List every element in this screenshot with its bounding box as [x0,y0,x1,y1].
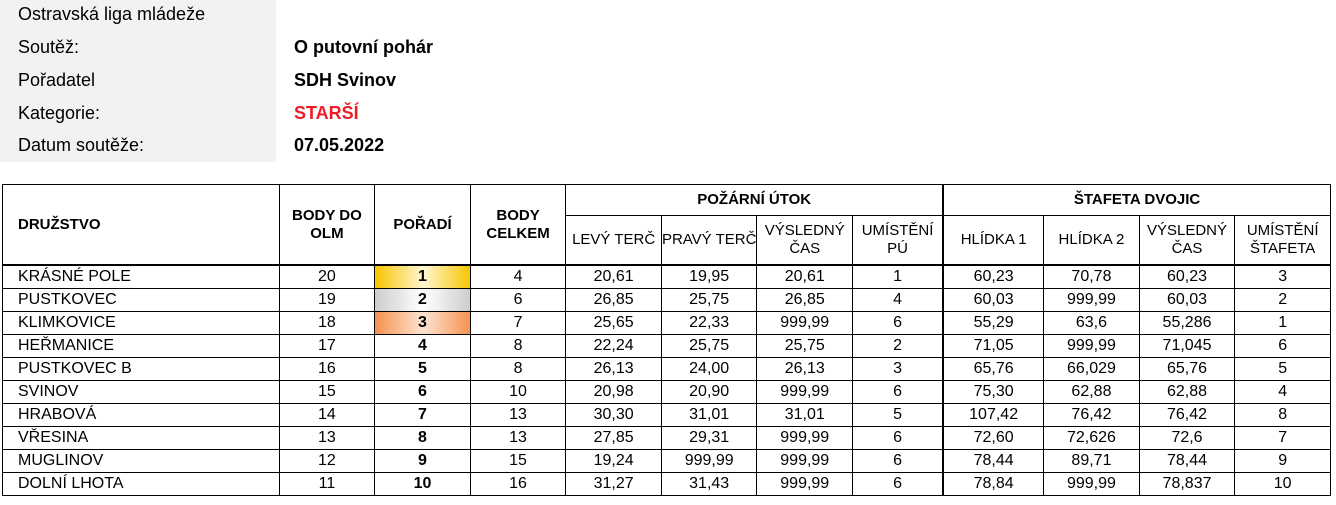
team-cell: PUSTKOVEC [3,289,280,312]
fa-result-time-cell: 999,99 [757,427,853,450]
rank-cell: 6 [375,381,471,404]
table-row [3,358,1331,381]
table-row [3,404,1331,427]
total-points-cell: 4 [470,265,566,289]
date-value: 07.05.2022 [294,135,385,155]
team-cell: PUSTKOVEC B [3,358,280,381]
relay-place-cell: 7 [1235,427,1331,450]
fa-place-cell: 6 [853,427,944,450]
header-right-target: PRAVÝ TERČ [661,216,757,266]
team-cell: VŘESINA [3,427,280,450]
watch-2-cell: 72,626 [1044,427,1140,450]
header-watch-1: HLÍDKA 1 [943,216,1044,266]
relay-place-cell: 10 [1235,473,1331,496]
relay-result-time-cell: 71,045 [1139,335,1235,358]
fa-place-cell: 6 [853,473,944,496]
right-target-cell: 31,43 [661,473,757,496]
olm-points-cell: 15 [279,381,375,404]
right-target-cell: 29,31 [661,427,757,450]
fa-result-time-cell: 26,13 [757,358,853,381]
right-target-cell: 25,75 [661,289,757,312]
watch-1-cell: 107,42 [943,404,1044,427]
league-title-row [0,0,700,30]
fa-place-cell: 6 [853,381,944,404]
total-points-cell: 16 [470,473,566,496]
header-rank: POŘADÍ [375,185,471,266]
rank-cell: 1 [375,265,471,289]
rank-cell: 5 [375,358,471,381]
header-team: DRUŽSTVO [3,185,280,266]
rank-cell: 8 [375,427,471,450]
relay-result-time-cell: 65,76 [1139,358,1235,381]
watch-1-cell: 55,29 [943,312,1044,335]
total-points-cell: 7 [470,312,566,335]
team-cell: SVINOV [3,381,280,404]
header-total-points: BODY CELKEM [470,185,566,266]
right-target-cell: 999,99 [661,450,757,473]
left-target-cell: 20,98 [566,381,662,404]
relay-result-time-cell: 60,23 [1139,265,1235,289]
rank-cell: 4 [375,335,471,358]
watch-1-cell: 65,76 [943,358,1044,381]
fa-place-cell: 1 [853,265,944,289]
watch-1-cell: 71,05 [943,335,1044,358]
team-cell: KRÁSNÉ POLE [3,265,280,289]
fa-place-cell: 2 [853,335,944,358]
left-target-cell: 22,24 [566,335,662,358]
fa-result-time-cell: 999,99 [757,450,853,473]
header-fire-attack: POŽÁRNÍ ÚTOK [566,185,943,216]
header-relay-result-time: VÝSLEDNÝ ČAS [1139,216,1235,266]
watch-2-cell: 76,42 [1044,404,1140,427]
relay-result-time-cell: 78,837 [1139,473,1235,496]
watch-2-cell: 999,99 [1044,473,1140,496]
fa-result-time-cell: 26,85 [757,289,853,312]
relay-place-cell: 1 [1235,312,1331,335]
watch-1-cell: 72,60 [943,427,1044,450]
category-value: STARŠÍ [294,103,359,123]
relay-place-cell: 8 [1235,404,1331,427]
fa-place-cell: 5 [853,404,944,427]
total-points-cell: 13 [470,427,566,450]
relay-place-cell: 5 [1235,358,1331,381]
fa-result-time-cell: 25,75 [757,335,853,358]
results-table [2,184,1331,496]
fa-place-cell: 3 [853,358,944,381]
olm-points-cell: 11 [279,473,375,496]
relay-result-time-cell: 60,03 [1139,289,1235,312]
team-cell: HEŘMANICE [3,335,280,358]
header-left-target: LEVÝ TERČ [566,216,662,266]
total-points-cell: 8 [470,358,566,381]
table-row [3,335,1331,358]
table-row [3,427,1331,450]
rank-cell: 9 [375,450,471,473]
results-body [3,265,1331,496]
left-target-cell: 30,30 [566,404,662,427]
table-row [3,450,1331,473]
header-row-groups [3,185,1331,216]
header-relay: ŠTAFETA DVOJIC [943,185,1330,216]
team-cell: DOLNÍ LHOTA [3,473,280,496]
date-label: Datum soutěže: [18,135,145,155]
left-target-cell: 25,65 [566,312,662,335]
relay-place-cell: 6 [1235,335,1331,358]
relay-result-time-cell: 78,44 [1139,450,1235,473]
rank-cell: 2 [375,289,471,312]
category-label: Kategorie: [18,103,101,123]
total-points-cell: 13 [470,404,566,427]
watch-2-cell: 62,88 [1044,381,1140,404]
competition-value: O putovní pohár [294,37,433,57]
fa-place-cell: 4 [853,289,944,312]
watch-2-cell: 66,029 [1044,358,1140,381]
table-row [3,289,1331,312]
olm-points-cell: 19 [279,289,375,312]
team-cell: KLIMKOVICE [3,312,280,335]
total-points-cell: 8 [470,335,566,358]
watch-2-cell: 999,99 [1044,335,1140,358]
team-cell: HRABOVÁ [3,404,280,427]
team-cell: MUGLINOV [3,450,280,473]
left-target-cell: 26,85 [566,289,662,312]
rank-cell: 10 [375,473,471,496]
table-row [3,473,1331,496]
watch-1-cell: 60,23 [943,265,1044,289]
table-row [3,265,1331,289]
league-title: Ostravská liga mládeže [18,4,206,24]
info-row-competition [0,31,700,63]
fa-result-time-cell: 999,99 [757,473,853,496]
relay-result-time-cell: 72,6 [1139,427,1235,450]
watch-2-cell: 70,78 [1044,265,1140,289]
watch-2-cell: 999,99 [1044,289,1140,312]
relay-place-cell: 4 [1235,381,1331,404]
left-target-cell: 27,85 [566,427,662,450]
relay-place-cell: 2 [1235,289,1331,312]
relay-result-time-cell: 76,42 [1139,404,1235,427]
right-target-cell: 22,33 [661,312,757,335]
olm-points-cell: 16 [279,358,375,381]
olm-points-cell: 12 [279,450,375,473]
relay-result-time-cell: 55,286 [1139,312,1235,335]
fa-result-time-cell: 31,01 [757,404,853,427]
info-row-date [0,129,700,161]
watch-1-cell: 75,30 [943,381,1044,404]
olm-points-cell: 18 [279,312,375,335]
table-row [3,381,1331,404]
rank-cell: 3 [375,312,471,335]
header-relay-place: UMÍSTĚNÍ ŠTAFETA [1235,216,1331,266]
relay-place-cell: 3 [1235,265,1331,289]
total-points-cell: 15 [470,450,566,473]
watch-2-cell: 63,6 [1044,312,1140,335]
watch-1-cell: 78,44 [943,450,1044,473]
info-row-category [0,97,700,129]
right-target-cell: 19,95 [661,265,757,289]
info-row-organizer [0,64,700,96]
left-target-cell: 31,27 [566,473,662,496]
fa-place-cell: 6 [853,312,944,335]
rank-cell: 7 [375,404,471,427]
organizer-value: SDH Svinov [294,70,397,90]
fa-result-time-cell: 999,99 [757,381,853,404]
right-target-cell: 20,90 [661,381,757,404]
fa-result-time-cell: 999,99 [757,312,853,335]
header-olm-points: BODY DO OLM [279,185,375,266]
watch-1-cell: 78,84 [943,473,1044,496]
left-target-cell: 20,61 [566,265,662,289]
fa-place-cell: 6 [853,450,944,473]
table-row [3,312,1331,335]
right-target-cell: 24,00 [661,358,757,381]
total-points-cell: 10 [470,381,566,404]
header-fa-result-time: VÝSLEDNÝ ČAS [757,216,853,266]
right-target-cell: 31,01 [661,404,757,427]
watch-2-cell: 89,71 [1044,450,1140,473]
left-target-cell: 26,13 [566,358,662,381]
relay-place-cell: 9 [1235,450,1331,473]
olm-points-cell: 13 [279,427,375,450]
relay-result-time-cell: 62,88 [1139,381,1235,404]
organizer-label: Pořadatel [18,70,96,90]
right-target-cell: 25,75 [661,335,757,358]
olm-points-cell: 14 [279,404,375,427]
competition-label: Soutěž: [18,37,80,57]
header-watch-2: HLÍDKA 2 [1044,216,1140,266]
fa-result-time-cell: 20,61 [757,265,853,289]
olm-points-cell: 20 [279,265,375,289]
olm-points-cell: 17 [279,335,375,358]
watch-1-cell: 60,03 [943,289,1044,312]
total-points-cell: 6 [470,289,566,312]
left-target-cell: 19,24 [566,450,662,473]
header-fa-place: UMÍSTĚNÍ PÚ [853,216,944,266]
